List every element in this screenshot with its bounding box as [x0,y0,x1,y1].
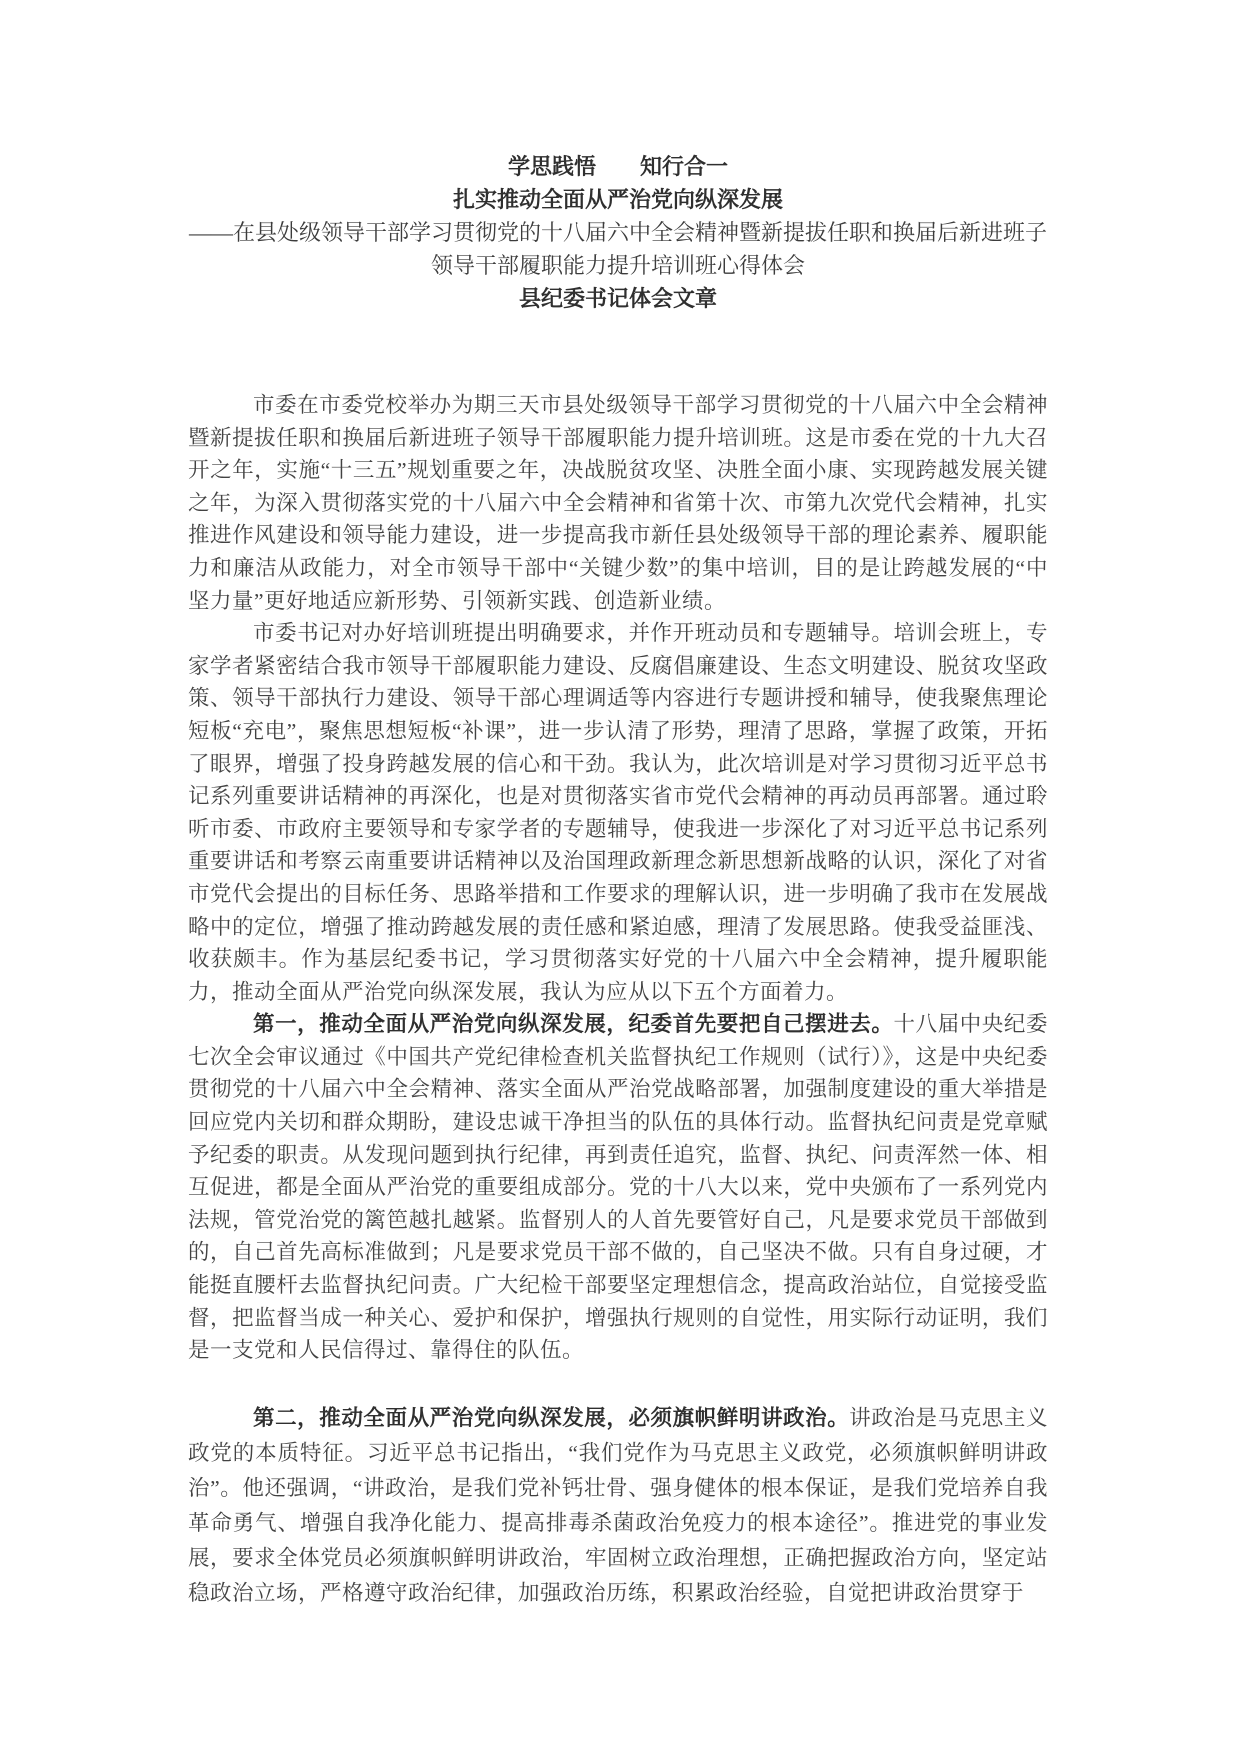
paragraph-4-lead: 第二，推动全面从严治党向纵深发展，必须旗帜鲜明讲政治。 [253,1405,850,1430]
paragraph-1-text: 市委在市委党校举办为期三天市县处级领导干部学习贯彻党的十八届六中全会精神暨新提拔任职和换届后新进班子领导干部履职能力提升培训班。这是市委在党的十九大召开之年，实施“十三五”规划重要之年，决战脱贫攻坚、决胜全面小康、实现跨越发展关键之年，为深入贯彻落实党的十八届六中全会精神和省第十次、市第九次党代会精神，扎实推进作风建设和领导能力建设，进一步提高我市新任县处级领导干部的理论素养、履职能力和廉洁从政能力，对全市领导干部中“关键少数”的集中培训，目的是让跨越发展的“中坚力量”更好地适应新形势、引领新实践、创造新业绩。 [188,393,1048,613]
paragraph-3-text: 十八届中央纪委七次全会审议通过《中国共产党纪律检查机关监督执纪工作规则（试行）》，这是中央纪委贯彻党的十八届六中全会精神、落实全面从严治党战略部署，加强制度建设的重大举措是回应党内关切和群众期盼，建设忠诚干净担当的队伍的具体行动。监督执纪问责是党章赋予纪委的职责。从发现问题到执行纪律，再到责任追究，监督、执纪、问责浑然一体、相互促进，都是全面从严治党的重要组成部分。党的十八大以来，党中央颁布了一系列党内法规，管党治党的篱笆越扎越紧。监督别人的人首先要管好自己，凡是要求党员干部做到的，自己首先高标准做到；凡是要求党员干部不做的，自己坚决不做。只有自身过硬，才能挺直腰杆去监督执纪问责。广大纪检干部要坚定理想信念，提高政治站位，自觉接受监督，把监督当成一种关心、爱护和保护，增强执行规则的自觉性，用实际行动证明，我们是一支党和人民信得过、靠得住的队伍。 [188,1012,1048,1363]
document-content [188,150,1048,1611]
paragraph-1 [188,389,1048,617]
document-heading [188,150,1048,315]
paragraph-4 [188,1401,1048,1611]
document-body [188,389,1048,1611]
paragraph-3-lead: 第一，推动全面从严治党向纵深发展，纪委首先要把自己摆进去。 [253,1012,894,1037]
paragraph-3 [188,1008,1048,1367]
title-line-1: 学思践悟 知行合一 [507,154,728,179]
title-line-2: 扎实推动全面从严治党向纵深发展 [452,187,783,212]
paragraph-4-text: 讲政治是马克思主义政党的本质特征。习近平总书记指出，“我们党作为马克思主义政党，必须旗帜鲜明讲政治”。他还强调，“讲政治，是我们党补钙壮骨、强身健体的根本保证，是我们党培养自我革命勇气、增强自我净化能力、提高排毒杀菌政治免疫力的根本途径”。推进党的事业发展，要求全体党员必须旗帜鲜明讲政治，牢固树立政治理想，正确把握政治方向，坚定站稳政治立场，严格遵守政治纪律，加强政治历练，积累政治经验，自觉把讲政治贯穿于 [188,1405,1048,1605]
paragraph-2 [188,617,1048,1008]
subtitle-line-2: 领导干部履职能力提升培训班心得体会 [430,253,805,278]
subtitle-line-1: ——在县处级领导干部学习贯彻党的十八届六中全会精神暨新提拔任职和换届后新进班子 [188,220,1047,245]
byline: 县纪委书记体会文章 [518,286,717,311]
paragraph-2-text: 市委书记对办好培训班提出明确要求，并作开班动员和专题辅导。培训会班上，专家学者紧密结合我市领导干部履职能力建设、反腐倡廉建设、生态文明建设、脱贫攻坚政策、领导干部执行力建设、领导干部心理调适等内容进行专题讲授和辅导，使我聚焦理论短板“充电”，聚焦思想短板“补课”，进一步认清了形势，理清了思路，掌握了政策，开拓了眼界，增强了投身跨越发展的信心和干劲。我认为，此次培训是对学习贯彻习近平总书记系列重要讲话精神的再深化，也是对贯彻落实省市党代会精神的再动员再部署。通过聆听市委、市政府主要领导和专家学者的专题辅导，使我进一步深化了对习近平总书记系列重要讲话和考察云南重要讲话精神以及治国理政新理念新思想新战略的认识，深化了对省市党代会提出的目标任务、思路举措和工作要求的理解认识，进一步明确了我市在发展战略中的定位，增强了推动跨越发展的责任感和紧迫感，理清了发展思路。使我受益匪浅、收获颇丰。作为基层纪委书记，学习贯彻落实好党的十八届六中全会精神，提升履职能力，推动全面从严治党向纵深发展，我认为应从以下五个方面着力。 [188,621,1048,1004]
